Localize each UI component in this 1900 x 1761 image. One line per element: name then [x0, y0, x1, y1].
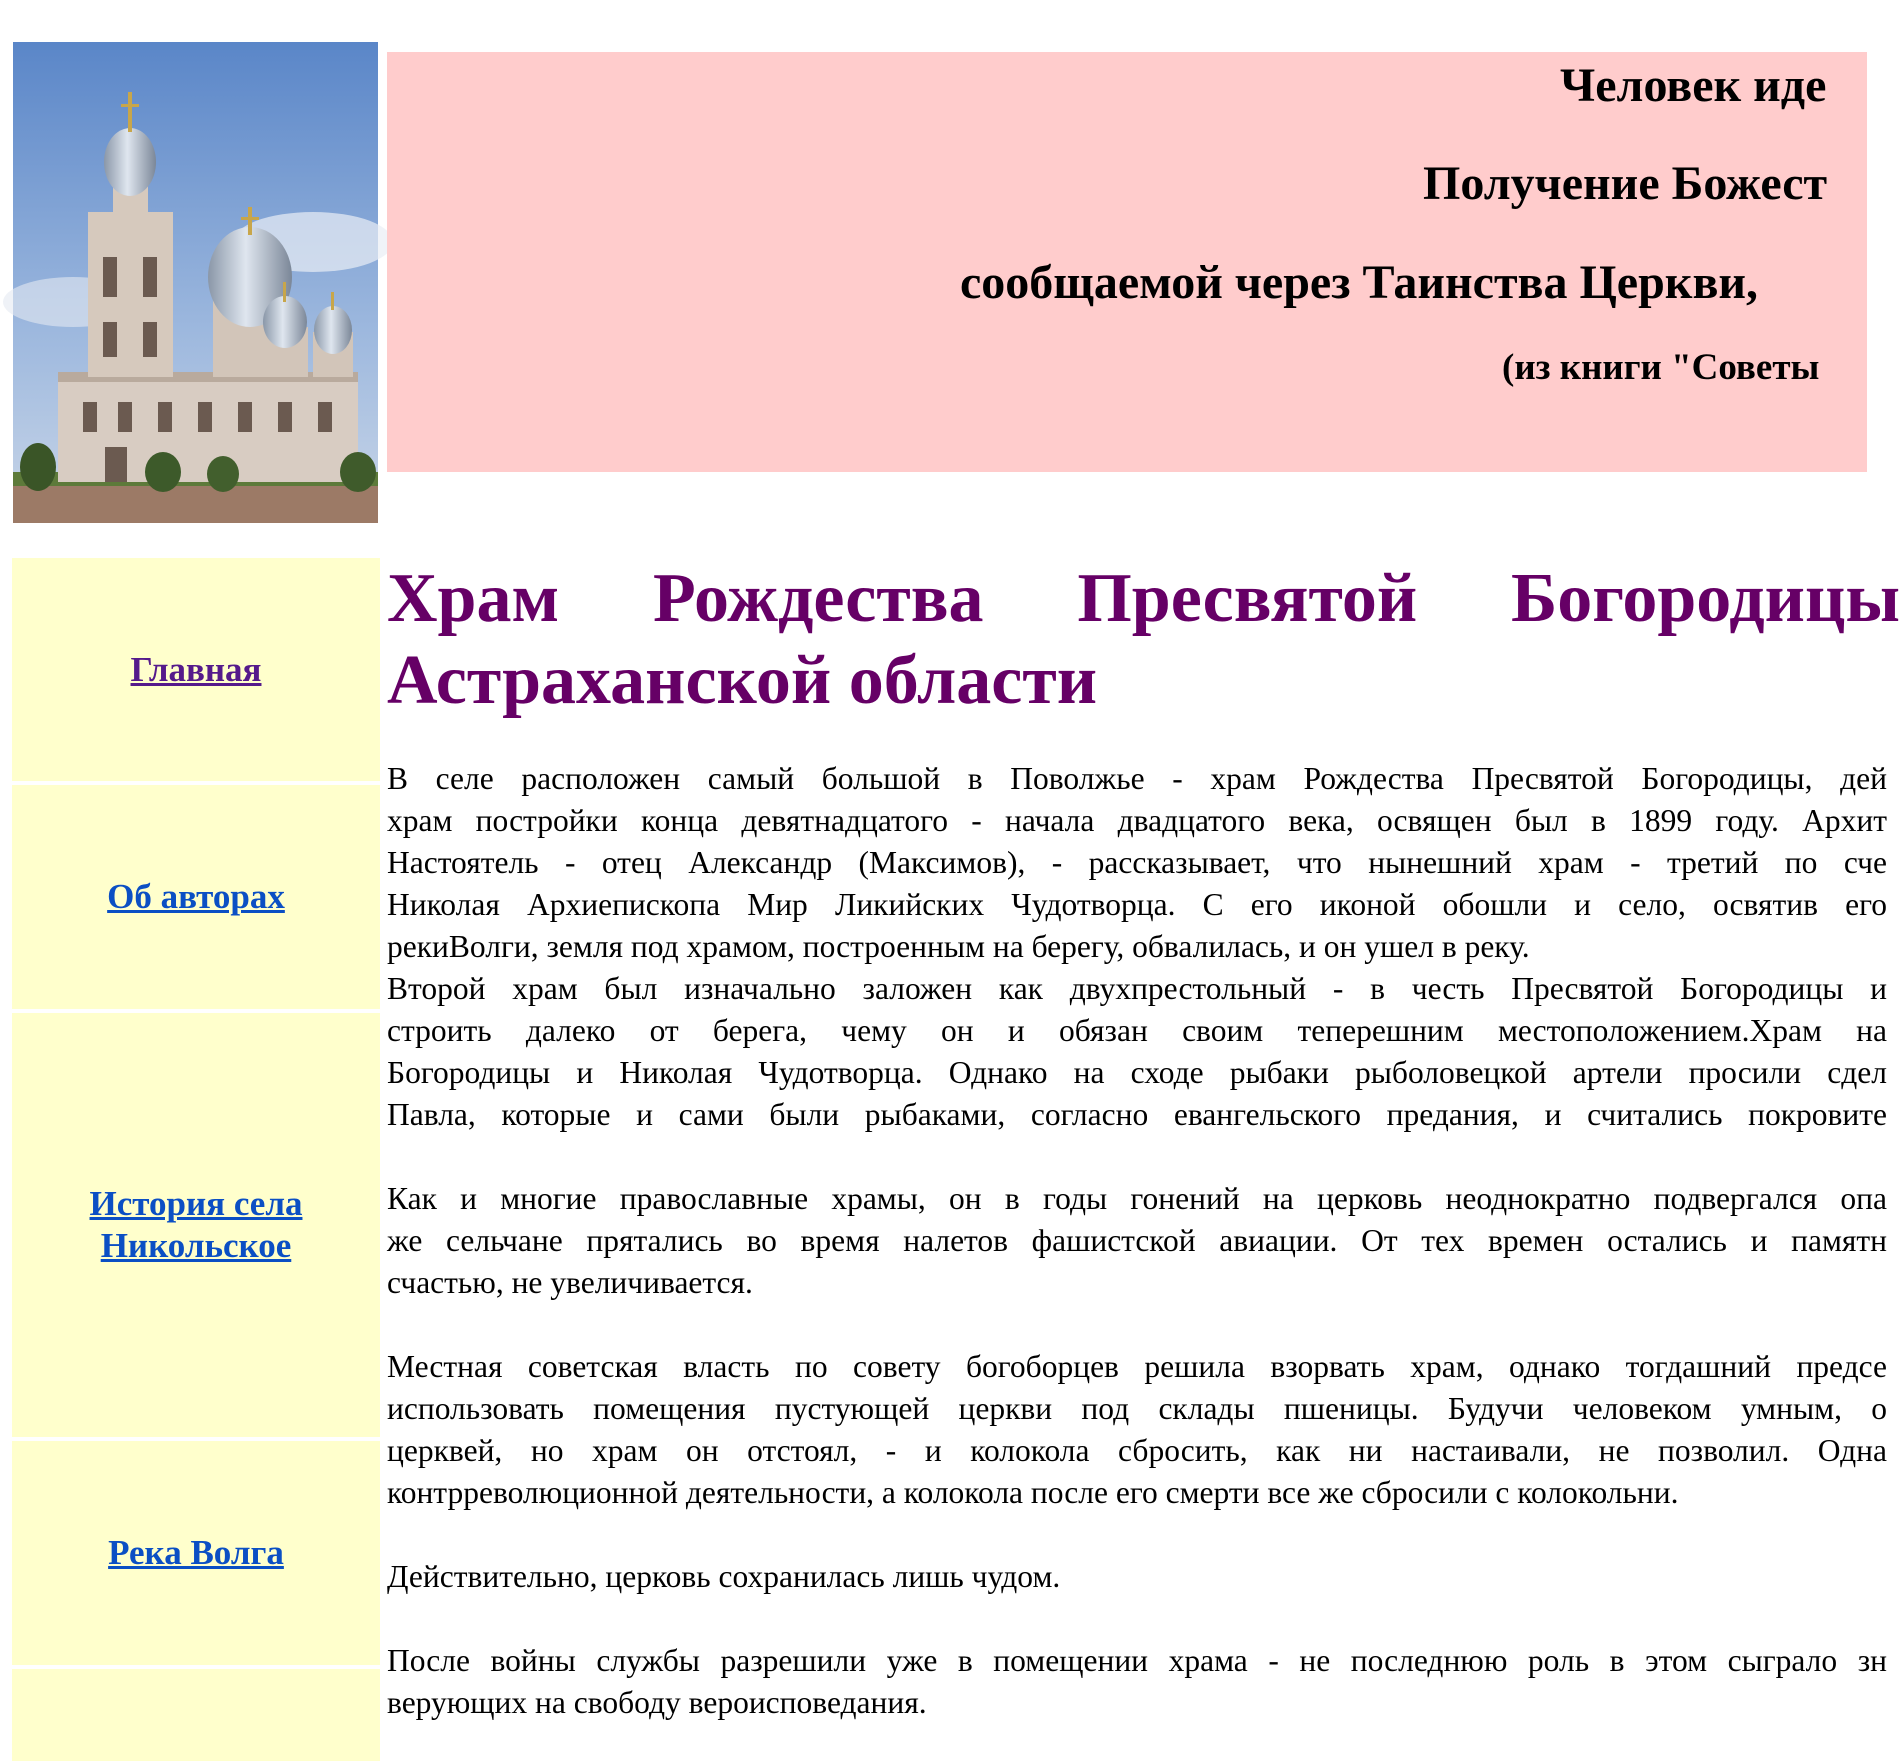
p4-line-3: церквей, но храм он отстоял, - и колокола сбросить, как ни настаивали, не позволил. Одна [387, 1433, 1887, 1468]
nav-link-authors[interactable]: Об авторах [107, 877, 285, 916]
title-word-2: Рождества [652, 560, 984, 637]
banner-line-1: Человек иде [1560, 59, 1827, 112]
nav-link-history-line2: Никольское [100, 1226, 292, 1265]
left-navigation [12, 558, 380, 1761]
p2-line-1: Второй храм был изначально заложен как двухпрестольный - в честь Пресвятой Богородицы и [387, 971, 1887, 1006]
title-word-3: Пресвятой [1077, 560, 1418, 637]
nav-cell-history [12, 1013, 380, 1437]
banner-line-2: Получение Божест [1423, 157, 1828, 210]
p3-line-3: счастью, не увеличивается. [387, 1265, 753, 1300]
main-content [387, 558, 1900, 1724]
nav-link-volga[interactable]: Река Волга [108, 1533, 284, 1572]
p5-line-1: Действительно, церковь сохранилась лишь чудом. [387, 1559, 1061, 1594]
p4-line-4: контрреволюционной деятельности, а колокола после его смерти все же сбросили с колокольни. [387, 1475, 1679, 1510]
nav-link-home[interactable]: Главная [130, 649, 262, 689]
church-photo [13, 42, 378, 523]
page-title-line-2: Астраханской области [387, 642, 1098, 719]
p1-line-3: Настоятель - отец Александр (Максимов), - рассказывает, что нынешний храм - третий по сче [387, 845, 1887, 880]
p2-line-3: Богородицы и Николая Чудотворца. Однако на сходе рыбаки рыболовецкой артели просили сдел [387, 1055, 1887, 1090]
p1-line-1: В селе расположен самый большой в Поволжье - храм Рождества Пресвятой Богородицы, дей [387, 761, 1887, 796]
p3-line-2: же сельчане прятались во время налетов фашистской авиации. От тех времен остались и памятн [387, 1223, 1887, 1258]
church-photo-illustration [13, 42, 378, 523]
banner-line-3: сообщаемой через Таинства Церкви, [960, 256, 1759, 309]
article-text [387, 758, 1887, 1724]
nav-cell-authors [12, 785, 380, 1009]
p3-line-1: Как и многие православные храмы, он в годы гонений на церковь неоднократно подвергался опа [387, 1181, 1887, 1216]
title-word-4: Богородицы [1511, 560, 1900, 637]
page-title [387, 558, 1900, 722]
p1-line-5: рекиВолги, земля под храмом, построенным на берегу, обвалилась, и он ушел в реку. [387, 929, 1530, 964]
nav-link-history[interactable] [90, 1183, 303, 1267]
nav-link-history-line1: История села [89, 1184, 303, 1223]
p6-line-2: верующих на свободу вероисповедания. [387, 1685, 927, 1720]
quote-banner [387, 52, 1867, 472]
banner-line-4: (из книги "Советы [1502, 347, 1820, 388]
nav-cell-empty [12, 1669, 380, 1761]
p6-line-1: После войны службы разрешили уже в помещении храма - не последнюю роль в этом сыграло зн [387, 1643, 1887, 1678]
p2-line-4: Павла, которые и сами были рыбаками, согласно евангельского предания, и считались покровите [387, 1097, 1887, 1132]
p4-line-2: использовать помещения пустующей церкви под склады пшеницы. Будучи человеком умным, о [387, 1391, 1887, 1426]
nav-cell-volga [12, 1441, 380, 1665]
p4-line-1: Местная советская власть по совету богоборцев решила взорвать храм, однако тогдашний предсе [387, 1349, 1887, 1384]
page-title-line-1 [387, 558, 1900, 640]
p1-line-2: храм постройки конца девятнадцатого - начала двадцатого века, освящен был в 1899 году. Архит [387, 803, 1887, 838]
nav-cell-home [12, 558, 380, 781]
p1-line-4: Николая Архиепископа Мир Ликийских Чудотворца. С его иконой обошли и село, освятив его [387, 887, 1887, 922]
p2-line-2: строить далеко от берега, чему он и обязан своим теперешним местоположением.Храм на [387, 1013, 1887, 1048]
title-word-1: Храм [387, 560, 560, 637]
